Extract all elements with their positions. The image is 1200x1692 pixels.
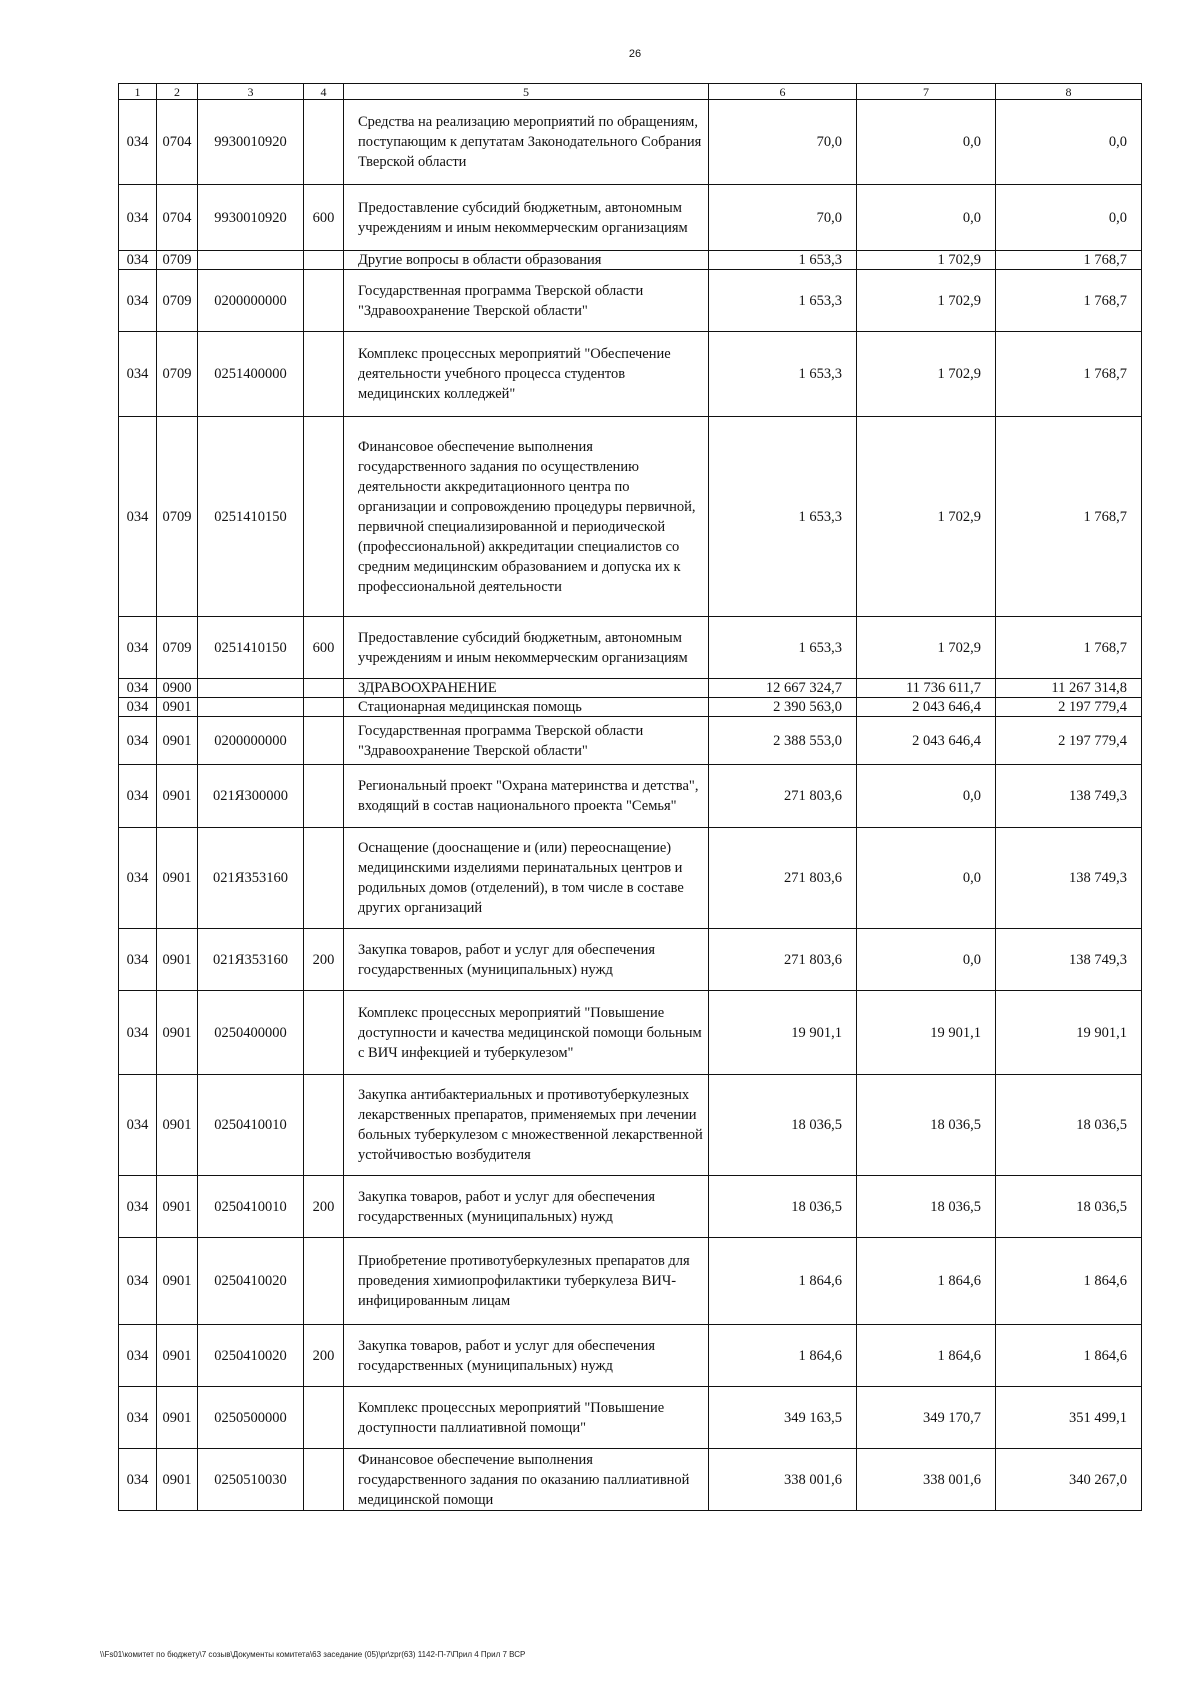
cell-description: Приобретение противотуберкулезных препаратов для проведения химиопрофилактики туберкулеза ВИЧ-инфицированным лицам [344,1238,709,1325]
cell-target-code: 0250500000 [198,1387,304,1449]
cell-amount-2026: 1 864,6 [857,1325,996,1387]
cell-description: Стационарная медицинская помощь [344,698,709,717]
cell-amount-2026: 338 001,6 [857,1449,996,1511]
cell-ministry-code: 034 [119,617,157,679]
cell-ministry-code: 034 [119,828,157,929]
cell-description: Закупка товаров, работ и услуг для обеспечения государственных (муниципальных) нужд [344,1325,709,1387]
cell-description: Предоставление субсидий бюджетным, автономным учреждениям и иным некоммерческим организациям [344,185,709,251]
cell-expense-type [304,698,344,717]
table-row [119,991,1142,1075]
cell-amount-2027: 2 197 779,4 [996,717,1142,765]
cell-ministry-code: 034 [119,1387,157,1449]
cell-amount-2026: 1 702,9 [857,417,996,617]
footer-file-path: \\Fs01\комитет по бюджету\7 созыв\Документы комитета\63 заседание (05)\pr\zpr(63) 1142-П-7\Прил 4 Прил 7 ВСР [100,1650,526,1659]
cell-target-code: 0250410010 [198,1075,304,1176]
cell-ministry-code: 034 [119,679,157,698]
cell-target-code: 021Я300000 [198,765,304,828]
budget-table [118,83,1142,1511]
cell-amount-2027: 18 036,5 [996,1075,1142,1176]
cell-amount-2025: 1 653,3 [709,332,857,417]
cell-amount-2026: 1 702,9 [857,270,996,332]
cell-target-code: 9930010920 [198,185,304,251]
table-row [119,251,1142,270]
cell-amount-2026: 19 901,1 [857,991,996,1075]
table-row [119,765,1142,828]
cell-target-code: 021Я353160 [198,929,304,991]
cell-amount-2026: 1 702,9 [857,617,996,679]
cell-amount-2026: 0,0 [857,765,996,828]
cell-expense-type [304,765,344,828]
cell-amount-2027: 1 768,7 [996,270,1142,332]
table-row [119,698,1142,717]
cell-amount-2026: 349 170,7 [857,1387,996,1449]
cell-ministry-code: 034 [119,1325,157,1387]
cell-amount-2026: 18 036,5 [857,1176,996,1238]
cell-amount-2027: 138 749,3 [996,929,1142,991]
column-header: 2 [157,84,198,100]
cell-expense-type: 200 [304,1325,344,1387]
cell-target-code: 0251400000 [198,332,304,417]
cell-target-code: 0251410150 [198,417,304,617]
cell-amount-2025: 271 803,6 [709,929,857,991]
cell-amount-2027: 2 197 779,4 [996,698,1142,717]
cell-ministry-code: 034 [119,251,157,270]
table-row [119,332,1142,417]
cell-target-code: 0250400000 [198,991,304,1075]
cell-amount-2025: 1 653,3 [709,270,857,332]
cell-section-code: 0901 [157,1238,198,1325]
cell-amount-2025: 338 001,6 [709,1449,857,1511]
cell-expense-type: 600 [304,185,344,251]
cell-amount-2025: 1 653,3 [709,617,857,679]
cell-amount-2027: 138 749,3 [996,828,1142,929]
cell-target-code [198,679,304,698]
column-header: 5 [344,84,709,100]
cell-expense-type [304,991,344,1075]
cell-target-code: 0250410020 [198,1238,304,1325]
cell-section-code: 0704 [157,185,198,251]
cell-amount-2027: 1 864,6 [996,1238,1142,1325]
cell-section-code: 0704 [157,100,198,185]
cell-section-code: 0901 [157,1449,198,1511]
cell-ministry-code: 034 [119,1238,157,1325]
cell-expense-type [304,1238,344,1325]
cell-amount-2025: 1 864,6 [709,1325,857,1387]
cell-description: Предоставление субсидий бюджетным, автономным учреждениям и иным некоммерческим организациям [344,617,709,679]
page-number: 26 [628,48,642,60]
cell-section-code: 0901 [157,698,198,717]
table-row [119,1075,1142,1176]
cell-expense-type: 200 [304,929,344,991]
cell-expense-type: 200 [304,1176,344,1238]
cell-section-code: 0901 [157,1387,198,1449]
column-header: 3 [198,84,304,100]
table-row [119,100,1142,185]
cell-amount-2025: 19 901,1 [709,991,857,1075]
cell-amount-2027: 0,0 [996,185,1142,251]
cell-expense-type [304,1387,344,1449]
cell-section-code: 0901 [157,765,198,828]
cell-description: Оснащение (дооснащение и (или) переоснащение) медицинскими изделиями перинатальных центров и родильных домов (отделений), в том числе в составе других организаций [344,828,709,929]
cell-ministry-code: 034 [119,717,157,765]
cell-target-code: 021Я353160 [198,828,304,929]
cell-expense-type [304,251,344,270]
cell-description: Финансовое обеспечение выполнения государственного задания по оказанию паллиативной медицинской помощи [344,1449,709,1511]
column-header: 1 [119,84,157,100]
cell-expense-type [304,828,344,929]
cell-expense-type [304,717,344,765]
cell-target-code: 0250410010 [198,1176,304,1238]
cell-amount-2027: 1 768,7 [996,251,1142,270]
cell-description: Комплекс процессных мероприятий "Повышение доступности и качества медицинской помощи больным с ВИЧ инфекцией и туберкулезом" [344,991,709,1075]
cell-description: Государственная программа Тверской области "Здравоохранение Тверской области" [344,270,709,332]
cell-amount-2025: 1 653,3 [709,417,857,617]
table-row [119,617,1142,679]
cell-expense-type: 600 [304,617,344,679]
cell-amount-2026: 2 043 646,4 [857,717,996,765]
cell-expense-type [304,1449,344,1511]
cell-amount-2025: 271 803,6 [709,828,857,929]
cell-expense-type [304,270,344,332]
table-body [119,100,1142,1511]
column-header: 6 [709,84,857,100]
cell-amount-2026: 2 043 646,4 [857,698,996,717]
cell-ministry-code: 034 [119,1176,157,1238]
cell-amount-2027: 1 864,6 [996,1325,1142,1387]
cell-ministry-code: 034 [119,270,157,332]
column-header: 4 [304,84,344,100]
cell-ministry-code: 034 [119,698,157,717]
table-row [119,1238,1142,1325]
table-row [119,929,1142,991]
table-row [119,1387,1142,1449]
cell-description: Финансовое обеспечение выполнения государственного задания по осуществлению деятельности аккредитационного центра по организации и сопровождению процедуры первичной, первичной специализированной и периодической (профессиональной) аккредитации специалистов со средним медицинским образованием и допуска их к профессиональной деятельности [344,417,709,617]
cell-amount-2026: 0,0 [857,185,996,251]
cell-description: Другие вопросы в области образования [344,251,709,270]
cell-ministry-code: 034 [119,417,157,617]
cell-amount-2026: 1 864,6 [857,1238,996,1325]
cell-ministry-code: 034 [119,100,157,185]
cell-amount-2027: 138 749,3 [996,765,1142,828]
cell-target-code [198,698,304,717]
cell-amount-2027: 0,0 [996,100,1142,185]
cell-section-code: 0901 [157,1075,198,1176]
cell-target-code [198,251,304,270]
cell-section-code: 0709 [157,332,198,417]
table-row [119,828,1142,929]
cell-description: Комплекс процессных мероприятий "Повышение доступности паллиативной помощи" [344,1387,709,1449]
cell-description: Государственная программа Тверской области "Здравоохранение Тверской области" [344,717,709,765]
table-row [119,1325,1142,1387]
cell-section-code: 0709 [157,270,198,332]
cell-target-code: 0200000000 [198,270,304,332]
cell-amount-2026: 0,0 [857,929,996,991]
cell-expense-type [304,679,344,698]
cell-amount-2027: 351 499,1 [996,1387,1142,1449]
cell-ministry-code: 034 [119,1449,157,1511]
cell-amount-2026: 0,0 [857,100,996,185]
cell-target-code: 0250410020 [198,1325,304,1387]
table-header-row [119,84,1142,100]
cell-ministry-code: 034 [119,1075,157,1176]
cell-target-code: 9930010920 [198,100,304,185]
table-row [119,270,1142,332]
cell-amount-2026: 0,0 [857,828,996,929]
cell-expense-type [304,100,344,185]
cell-expense-type [304,417,344,617]
cell-amount-2025: 349 163,5 [709,1387,857,1449]
cell-section-code: 0709 [157,617,198,679]
cell-amount-2027: 340 267,0 [996,1449,1142,1511]
cell-section-code: 0901 [157,828,198,929]
table-row [119,717,1142,765]
cell-target-code: 0251410150 [198,617,304,679]
cell-section-code: 0901 [157,991,198,1075]
table-row [119,417,1142,617]
cell-amount-2027: 1 768,7 [996,617,1142,679]
cell-ministry-code: 034 [119,185,157,251]
cell-description: Средства на реализацию мероприятий по обращениям, поступающим к депутатам Законодательного Собрания Тверской области [344,100,709,185]
cell-section-code: 0900 [157,679,198,698]
cell-target-code: 0250510030 [198,1449,304,1511]
cell-description: Региональный проект "Охрана материнства и детства", входящий в состав национального проекта "Семья" [344,765,709,828]
cell-expense-type [304,1075,344,1176]
cell-ministry-code: 034 [119,991,157,1075]
cell-amount-2026: 1 702,9 [857,332,996,417]
table-row [119,1449,1142,1511]
cell-amount-2027: 1 768,7 [996,417,1142,617]
cell-amount-2025: 70,0 [709,100,857,185]
cell-section-code: 0901 [157,717,198,765]
cell-amount-2027: 11 267 314,8 [996,679,1142,698]
cell-description: Закупка антибактериальных и противотуберкулезных лекарственных препаратов, применяемых при лечении больных туберкулезом с множественной лекарственной устойчивостью возбудителя [344,1075,709,1176]
cell-ministry-code: 034 [119,332,157,417]
cell-amount-2026: 11 736 611,7 [857,679,996,698]
cell-amount-2027: 1 768,7 [996,332,1142,417]
column-header: 7 [857,84,996,100]
cell-expense-type [304,332,344,417]
cell-ministry-code: 034 [119,765,157,828]
cell-amount-2025: 70,0 [709,185,857,251]
cell-description: Закупка товаров, работ и услуг для обеспечения государственных (муниципальных) нужд [344,1176,709,1238]
cell-description: Закупка товаров, работ и услуг для обеспечения государственных (муниципальных) нужд [344,929,709,991]
cell-amount-2025: 18 036,5 [709,1075,857,1176]
cell-amount-2025: 12 667 324,7 [709,679,857,698]
cell-amount-2025: 2 390 563,0 [709,698,857,717]
cell-amount-2026: 1 702,9 [857,251,996,270]
cell-section-code: 0901 [157,929,198,991]
cell-target-code: 0200000000 [198,717,304,765]
cell-amount-2025: 18 036,5 [709,1176,857,1238]
cell-description: Комплекс процессных мероприятий "Обеспечение деятельности учебного процесса студентов медицинских колледжей" [344,332,709,417]
cell-amount-2025: 271 803,6 [709,765,857,828]
table-row [119,185,1142,251]
cell-amount-2025: 1 653,3 [709,251,857,270]
cell-amount-2027: 19 901,1 [996,991,1142,1075]
cell-amount-2025: 2 388 553,0 [709,717,857,765]
column-header: 8 [996,84,1142,100]
cell-section-code: 0901 [157,1325,198,1387]
table-row [119,679,1142,698]
cell-ministry-code: 034 [119,929,157,991]
cell-description: ЗДРАВООХРАНЕНИЕ [344,679,709,698]
cell-amount-2027: 18 036,5 [996,1176,1142,1238]
cell-section-code: 0709 [157,251,198,270]
cell-section-code: 0901 [157,1176,198,1238]
table-row [119,1176,1142,1238]
cell-amount-2026: 18 036,5 [857,1075,996,1176]
cell-section-code: 0709 [157,417,198,617]
cell-amount-2025: 1 864,6 [709,1238,857,1325]
